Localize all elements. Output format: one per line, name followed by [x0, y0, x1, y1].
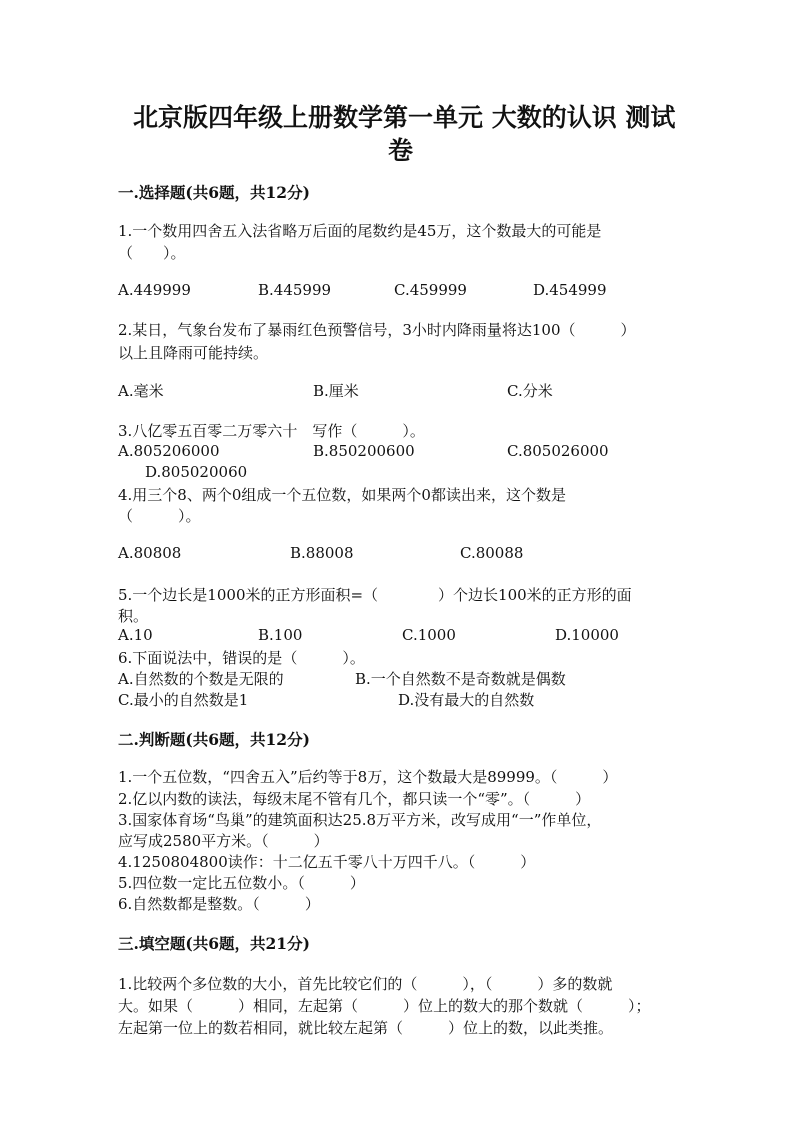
choice-q5-line2: 积。: [118, 607, 149, 625]
choice-q1-option-b: B.445999: [258, 281, 332, 299]
judge-item: 6.自然数都是整数。（ ）: [118, 895, 320, 913]
choice-q4-line2: （ ）。: [118, 507, 201, 525]
choice-q2-option-a: A.毫米: [118, 382, 164, 400]
section-fill-header: 三.填空题(共6题，共21分): [118, 934, 310, 953]
choice-q1-line2: （ ）。: [118, 244, 186, 262]
choice-q2-line1: 2.某日，气象台发布了暴雨红色预警信号，3小时内降雨量将达100（ ）: [118, 321, 636, 339]
fill-q1-line: 左起第一位上的数若相同，就比较左起第（ ）位上的数，以此类推。: [118, 1019, 614, 1037]
choice-q3-option-b: B.850200600: [313, 442, 415, 460]
judge-item: 4.1250804800读作：十二亿五千零八十万四千八。（ ）: [118, 853, 536, 871]
choice-q5-option-a: A.10: [118, 626, 153, 644]
judge-item: 1.一个五位数，“四舍五入”后约等于8万，这个数最大是89999。（ ）: [118, 768, 618, 786]
choice-q3-option-a: A.805206000: [118, 442, 220, 460]
choice-q3-option-c: C.805026000: [507, 442, 609, 460]
choice-q3-line1: 3.八亿零五百零二万零六十 写作（ ）。: [118, 422, 425, 440]
choice-q5-line1: 5.一个边长是1000米的正方形面积=（ ）个边长100米的正方形的面: [118, 586, 632, 604]
page-title-line1: 北京版四年级上册数学第一单元 大数的认识 测试: [133, 103, 676, 132]
section-choice-header: 一.选择题(共6题，共12分): [118, 183, 310, 202]
choice-q4-line1: 4.用三个8、两个0组成一个五位数，如果两个0都读出来，这个数是: [118, 486, 566, 504]
choice-q5-option-c: C.1000: [402, 626, 456, 644]
choice-q4-option-c: C.80088: [460, 544, 524, 562]
choice-q1-option-c: C.459999: [394, 281, 467, 299]
page-title-line2: 卷: [388, 136, 414, 165]
choice-q1-option-a: A.449999: [118, 281, 191, 299]
choice-q6-option-b: B.一个自然数不是奇数就是偶数: [355, 670, 566, 688]
section-judge-header: 二.判断题(共6题，共12分): [118, 730, 310, 749]
judge-item: 3.国家体育场“鸟巢”的建筑面积达25.8万平方米，改写成用“一”作单位，: [118, 811, 602, 829]
judge-item: 应写成2580平方米。（ ）: [118, 832, 329, 850]
fill-q1-line: 1.比较两个多位数的大小，首先比较它们的（ ），（ ）多的数就: [118, 975, 613, 993]
choice-q6-line1: 6.下面说法中，错误的是（ ）。: [118, 649, 365, 667]
choice-q1-option-d: D.454999: [533, 281, 607, 299]
fill-q1-line: 大。如果（ ）相同，左起第（ ）位上的数大的那个数就（ ）；: [118, 997, 651, 1015]
choice-q2-option-c: C.分米: [507, 382, 553, 400]
choice-q2-option-b: B.厘米: [313, 382, 359, 400]
choice-q4-option-a: A.80808: [118, 544, 182, 562]
choice-q4-option-b: B.88008: [290, 544, 354, 562]
choice-q5-option-b: B.100: [258, 626, 303, 644]
choice-q2-line2: 以上且降雨可能持续。: [118, 344, 269, 362]
judge-item: 2.亿以内数的读法，每级末尾不管有几个，都只读一个“零”。（ ）: [118, 790, 591, 808]
judge-item: 5.四位数一定比五位数小。（ ）: [118, 874, 365, 892]
choice-q6-option-d: D.没有最大的自然数: [398, 691, 535, 709]
choice-q6-option-a: A.自然数的个数是无限的: [118, 670, 284, 688]
choice-q6-option-c: C.最小的自然数是1: [118, 691, 249, 709]
choice-q5-option-d: D.10000: [555, 626, 619, 644]
choice-q1-line1: 1.一个数用四舍五入法省略万后面的尾数约是45万，这个数最大的可能是: [118, 222, 602, 240]
choice-q3-option-d: D.805020060: [145, 463, 248, 481]
